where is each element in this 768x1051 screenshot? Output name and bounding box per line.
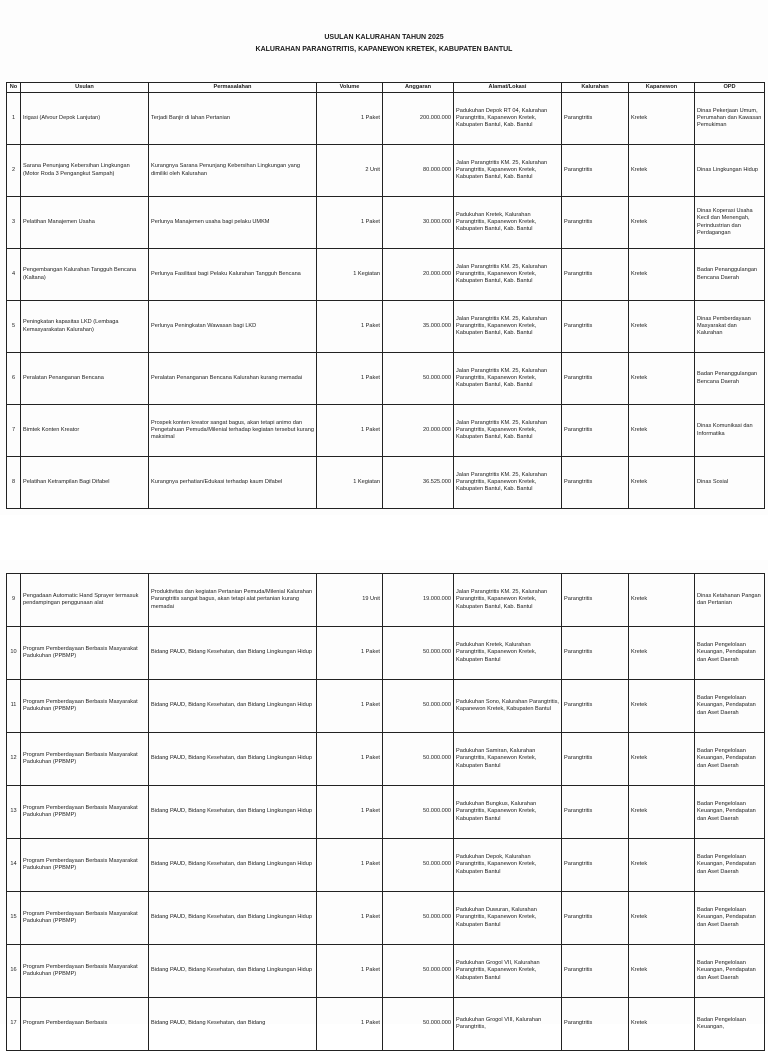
cell-alamat: Jalan Parangtritis KM. 25, Kalurahan Parangtritis, Kapanewon Kretek, Kabupaten Bantul, Kab. Bantul [454, 405, 562, 457]
cell-permasalahan: Perlunya Peningkatan Wawasan bagi LKD [149, 301, 317, 353]
cell-kapanewon: Kretek [629, 733, 695, 786]
cell-kapanewon: Kretek [629, 627, 695, 680]
header-kapanewon: Kapanewon [629, 83, 695, 93]
cell-volume: 1 Paket [317, 197, 383, 249]
table-row [7, 405, 765, 457]
cell-kalurahan: Parangtritis [562, 249, 629, 301]
cell-volume: 1 Paket [317, 627, 383, 680]
cell-usulan: Program Pemberdayaan Berbasis Masyarakat Padukuhan (PPBMP) [21, 786, 149, 839]
cell-kalurahan: Parangtritis [562, 353, 629, 405]
cell-permasalahan: Bidang PAUD, Bidang Kesehatan, dan Bidang Lingkungan Hidup [149, 892, 317, 945]
cell-anggaran: 80.000.000 [383, 145, 454, 197]
cell-permasalahan: Bidang PAUD, Bidang Kesehatan, dan Bidang Lingkungan Hidup [149, 786, 317, 839]
cell-usulan: Pengadaan Automatic Hand Sprayer termasuk pendampingan penggunaan alat [21, 574, 149, 627]
cell-permasalahan: Peralatan Penanganan Bencana Kalurahan kurang memadai [149, 353, 317, 405]
cell-kapanewon: Kretek [629, 786, 695, 839]
cell-permasalahan: Produktivitas dan kegiatan Pertanian Pemuda/Milenial Kalurahan Parangtritis sangat bagus, akan tetapi alat pertanian kurang memadai [149, 574, 317, 627]
cell-opd: Badan Pengelolaan Keuangan, [695, 998, 765, 1051]
cell-anggaran: 30.000.000 [383, 197, 454, 249]
cell-alamat: Jalan Parangtritis KM. 25, Kalurahan Parangtritis, Kapanewon Kretek, Kabupaten Bantul, Kab. Bantul [454, 353, 562, 405]
cell-anggaran: 20.000.000 [383, 405, 454, 457]
cell-no: 8 [7, 457, 21, 509]
cell-kapanewon: Kretek [629, 892, 695, 945]
table-row [7, 353, 765, 405]
cell-volume: 1 Paket [317, 680, 383, 733]
cell-usulan: Pelatihan Manajemen Usaha [21, 197, 149, 249]
cell-kapanewon: Kretek [629, 945, 695, 998]
cell-kapanewon: Kretek [629, 301, 695, 353]
cell-usulan: Program Pemberdayaan Berbasis Masyarakat Padukuhan (PPBMP) [21, 945, 149, 998]
cell-opd: Badan Penanggulangan Bencana Daerah [695, 353, 765, 405]
table-row [7, 839, 765, 892]
cell-opd: Badan Pengelolaan Keuangan, Pendapatan dan Aset Daerah [695, 839, 765, 892]
cell-usulan: Program Pemberdayaan Berbasis [21, 998, 149, 1051]
cell-opd: Dinas Komunikasi dan Informatika [695, 405, 765, 457]
cell-usulan: Program Pemberdayaan Berbasis Masyarakat Padukuhan (PPBMP) [21, 839, 149, 892]
cell-no: 2 [7, 145, 21, 197]
cell-opd: Dinas Lingkungan Hidup [695, 145, 765, 197]
cell-kalurahan: Parangtritis [562, 197, 629, 249]
cell-kalurahan: Parangtritis [562, 680, 629, 733]
table-row [7, 145, 765, 197]
cell-usulan: Irigasi (Afvour Depok Lanjutan) [21, 93, 149, 145]
cell-kapanewon: Kretek [629, 998, 695, 1051]
table-row [7, 786, 765, 839]
cell-anggaran: 20.000.000 [383, 249, 454, 301]
cell-permasalahan: Bidang PAUD, Bidang Kesehatan, dan Bidang Lingkungan Hidup [149, 839, 317, 892]
header-kalurahan: Kalurahan [562, 83, 629, 93]
cell-no: 3 [7, 197, 21, 249]
cell-no: 9 [7, 574, 21, 627]
table-row [7, 998, 765, 1051]
cell-volume: 2 Unit [317, 145, 383, 197]
cell-kapanewon: Kretek [629, 680, 695, 733]
cell-opd: Dinas Koperasi Usaha Kecil dan Menengah, Perindustrian dan Perdagangan [695, 197, 765, 249]
cell-volume: 1 Paket [317, 405, 383, 457]
cell-anggaran: 35.000.000 [383, 301, 454, 353]
cell-no: 5 [7, 301, 21, 353]
cell-permasalahan: Bidang PAUD, Bidang Kesehatan, dan Bidang Lingkungan Hidup [149, 680, 317, 733]
cell-opd: Badan Pengelolaan Keuangan, Pendapatan dan Aset Daerah [695, 733, 765, 786]
cell-opd: Badan Pengelolaan Keuangan, Pendapatan dan Aset Daerah [695, 627, 765, 680]
cell-anggaran: 50.000.000 [383, 627, 454, 680]
cell-permasalahan: Prospek konten kreator sangat bagus, akan tetapi animo dan Pengetahuan Pemuda/Milenial terhadap kegiatan tersebut kurang maksimal [149, 405, 317, 457]
cell-volume: 1 Kegiatan [317, 249, 383, 301]
header-volume: Volume [317, 83, 383, 93]
cell-volume: 1 Kegiatan [317, 457, 383, 509]
cell-permasalahan: Perlunya Manajemen usaha bagi pelaku UMKM [149, 197, 317, 249]
cell-volume: 1 Paket [317, 353, 383, 405]
cell-usulan: Pengembangan Kalurahan Tangguh Bencana (Kaltana) [21, 249, 149, 301]
cell-alamat: Padukuhan Grogol VIII, Kalurahan Parangtritis, [454, 998, 562, 1051]
cell-anggaran: 50.000.000 [383, 680, 454, 733]
cell-permasalahan: Bidang PAUD, Bidang Kesehatan, dan Bidang Lingkungan Hidup [149, 945, 317, 998]
cell-volume: 1 Paket [317, 301, 383, 353]
cell-usulan: Program Pemberdayaan Berbasis Masyarakat Padukuhan (PPBMP) [21, 680, 149, 733]
header-usulan: Usulan [21, 83, 149, 93]
cell-kapanewon: Kretek [629, 93, 695, 145]
cell-usulan: Program Pemberdayaan Berbasis Masyarakat Padukuhan (PPBMP) [21, 627, 149, 680]
cell-no: 16 [7, 945, 21, 998]
header-opd: OPD [695, 83, 765, 93]
cell-opd: Badan Pengelolaan Keuangan, Pendapatan dan Aset Daerah [695, 786, 765, 839]
cell-usulan: Program Pemberdayaan Berbasis Masyarakat Padukuhan (PPBMP) [21, 892, 149, 945]
table-header-row [7, 83, 765, 93]
cell-no: 14 [7, 839, 21, 892]
cell-alamat: Padukuhan Kretek, Kalurahan Parangtritis, Kapanewon Kretek, Kabupaten Bantul [454, 627, 562, 680]
header-permasalahan: Permasalahan [149, 83, 317, 93]
cell-permasalahan: Terjadi Banjir di lahan Pertanian [149, 93, 317, 145]
cell-no: 6 [7, 353, 21, 405]
cell-anggaran: 50.000.000 [383, 998, 454, 1051]
cell-anggaran: 50.000.000 [383, 945, 454, 998]
table-row [7, 457, 765, 509]
cell-alamat: Padukuhan Grogol VII, Kalurahan Parangtritis, Kapanewon Kretek, Kabupaten Bantul [454, 945, 562, 998]
page-gap [0, 515, 768, 560]
cell-no: 7 [7, 405, 21, 457]
cell-volume: 1 Paket [317, 945, 383, 998]
cell-kalurahan: Parangtritis [562, 574, 629, 627]
cell-alamat: Jalan Parangtritis KM. 25, Kalurahan Parangtritis, Kapanewon Kretek, Kabupaten Bantul, Kab. Bantul [454, 574, 562, 627]
cell-alamat: Padukuhan Samiran, Kalurahan Parangtritis, Kapanewon Kretek, Kabupaten Bantul [454, 733, 562, 786]
cell-volume: 1 Paket [317, 839, 383, 892]
cell-kalurahan: Parangtritis [562, 457, 629, 509]
table-body-page-2 [7, 574, 765, 1051]
cell-no: 4 [7, 249, 21, 301]
document-title: USULAN KALURAHAN TAHUN 2025 [324, 34, 444, 41]
cell-usulan: Peningkatan kapasitas LKD (Lembaga Kemasyarakatan Kalurahan) [21, 301, 149, 353]
cell-kalurahan: Parangtritis [562, 786, 629, 839]
cell-anggaran: 50.000.000 [383, 839, 454, 892]
table-row [7, 197, 765, 249]
cell-usulan: Bimtek Konten Kreator [21, 405, 149, 457]
cell-no: 10 [7, 627, 21, 680]
cell-kapanewon: Kretek [629, 145, 695, 197]
cell-kalurahan: Parangtritis [562, 301, 629, 353]
cell-opd: Badan Pengelolaan Keuangan, Pendapatan dan Aset Daerah [695, 945, 765, 998]
cell-alamat: Jalan Parangtritis KM. 25, Kalurahan Parangtritis, Kapanewon Kretek, Kabupaten Bantul, Kab. Bantul [454, 301, 562, 353]
cell-usulan: Peralatan Penanganan Bencana [21, 353, 149, 405]
cell-usulan: Program Pemberdayaan Berbasis Masyarakat Padukuhan (PPBMP) [21, 733, 149, 786]
table-row [7, 945, 765, 998]
cell-volume: 1 Paket [317, 733, 383, 786]
cell-no: 1 [7, 93, 21, 145]
cell-kapanewon: Kretek [629, 353, 695, 405]
table-row [7, 301, 765, 353]
table-row [7, 733, 765, 786]
cell-kapanewon: Kretek [629, 839, 695, 892]
cell-volume: 1 Paket [317, 786, 383, 839]
cell-alamat: Padukuhan Duwuran, Kalurahan Parangtritis, Kapanewon Kretek, Kabupaten Bantul [454, 892, 562, 945]
cell-alamat: Padukuhan Bungkus, Kalurahan Parangtritis, Kapanewon Kretek, Kabupaten Bantul [454, 786, 562, 839]
cell-alamat: Padukuhan Sono, Kalurahan Parangtritis, Kapanewon Kretek, Kabupaten Bantul [454, 680, 562, 733]
cell-kapanewon: Kretek [629, 574, 695, 627]
cell-kapanewon: Kretek [629, 457, 695, 509]
cell-opd: Dinas Pemberdayaan Masyarakat dan Kalurahan [695, 301, 765, 353]
cell-no: 17 [7, 998, 21, 1051]
cell-opd: Dinas Sosial [695, 457, 765, 509]
cell-permasalahan: Bidang PAUD, Bidang Kesehatan, dan Bidang Lingkungan Hidup [149, 627, 317, 680]
table-row [7, 627, 765, 680]
cell-anggaran: 50.000.000 [383, 892, 454, 945]
table-row [7, 574, 765, 627]
cell-usulan: Sarana Penunjang Kebersihan Lingkungan (Motor Roda 3 Pengangkut Sampah) [21, 145, 149, 197]
cell-anggaran: 19.000.000 [383, 574, 454, 627]
cell-volume: 19 Unit [317, 574, 383, 627]
header-no: No [7, 83, 21, 93]
cell-permasalahan: Bidang PAUD, Bidang Kesehatan, dan Bidang [149, 998, 317, 1051]
cell-opd: Badan Pengelolaan Keuangan, Pendapatan dan Aset Daerah [695, 680, 765, 733]
proposal-table-page-1 [6, 82, 765, 509]
cell-no: 12 [7, 733, 21, 786]
header-anggaran: Anggaran [383, 83, 454, 93]
cell-kalurahan: Parangtritis [562, 839, 629, 892]
cell-no: 11 [7, 680, 21, 733]
cell-alamat: Jalan Parangtritis KM. 25, Kalurahan Parangtritis, Kapanewon Kretek, Kabupaten Bantul, Kab. Bantul [454, 145, 562, 197]
cell-permasalahan: Kurangnya Sarana Penunjang Kebersihan Lingkungan yang dimiliki oleh Kalurahan [149, 145, 317, 197]
cell-usulan: Pelatihan Ketrampilan Bagi Difabel [21, 457, 149, 509]
cell-opd: Dinas Pekerjaan Umum, Perumahan dan Kawasan Pemukiman [695, 93, 765, 145]
table-row [7, 249, 765, 301]
proposal-table-page-2 [6, 573, 765, 1051]
cell-no: 15 [7, 892, 21, 945]
document-header [0, 33, 768, 55]
table-row [7, 680, 765, 733]
cell-permasalahan: Perlunya Fasilitasi bagi Pelaku Kalurahan Tangguh Bencana [149, 249, 317, 301]
cell-kalurahan: Parangtritis [562, 892, 629, 945]
cell-anggaran: 36.525.000 [383, 457, 454, 509]
cell-alamat: Padukuhan Kretek, Kalurahan Parangtritis, Kapanewon Kretek, Kabupaten Bantul, Kab. Bantul [454, 197, 562, 249]
cell-no: 13 [7, 786, 21, 839]
cell-kapanewon: Kretek [629, 197, 695, 249]
cell-volume: 1 Paket [317, 998, 383, 1051]
cell-kalurahan: Parangtritis [562, 998, 629, 1051]
cell-kalurahan: Parangtritis [562, 733, 629, 786]
cell-kalurahan: Parangtritis [562, 945, 629, 998]
cell-anggaran: 50.000.000 [383, 786, 454, 839]
cell-kapanewon: Kretek [629, 405, 695, 457]
cell-alamat: Padukuhan Depok, Kalurahan Parangtritis, Kapanewon Kretek, Kabupaten Bantul [454, 839, 562, 892]
document-subtitle: KALURAHAN PARANGTRITIS, KAPANEWON KRETEK, KABUPATEN BANTUL [255, 46, 513, 53]
cell-kalurahan: Parangtritis [562, 93, 629, 145]
cell-permasalahan: Bidang PAUD, Bidang Kesehatan, dan Bidang Lingkungan Hidup [149, 733, 317, 786]
cell-anggaran: 50.000.000 [383, 733, 454, 786]
cell-kapanewon: Kretek [629, 249, 695, 301]
cell-alamat: Padukuhan Depok RT 04, Kalurahan Parangtritis, Kapanewon Kretek, Kabupaten Bantul, Kab. Bantul [454, 93, 562, 145]
cell-kalurahan: Parangtritis [562, 405, 629, 457]
cell-anggaran: 200.000.000 [383, 93, 454, 145]
cell-kalurahan: Parangtritis [562, 627, 629, 680]
cell-volume: 1 Paket [317, 93, 383, 145]
table-row [7, 892, 765, 945]
cell-anggaran: 50.000.000 [383, 353, 454, 405]
table-row [7, 93, 765, 145]
cell-permasalahan: Kurangnya perhatian/Edukasi terhadap kaum Difabel [149, 457, 317, 509]
cell-opd: Badan Pengelolaan Keuangan, Pendapatan dan Aset Daerah [695, 892, 765, 945]
cell-alamat: Jalan Parangtritis KM. 25, Kalurahan Parangtritis, Kapanewon Kretek, Kabupaten Bantul, Kab. Bantul [454, 249, 562, 301]
cell-kalurahan: Parangtritis [562, 145, 629, 197]
cell-alamat: Jalan Parangtritis KM. 25, Kalurahan Parangtritis, Kapanewon Kretek, Kabupaten Bantul, Kab. Bantul [454, 457, 562, 509]
cell-volume: 1 Paket [317, 892, 383, 945]
cell-opd: Badan Penanggulangan Bencana Daerah [695, 249, 765, 301]
table-body-page-1 [7, 93, 765, 509]
cell-opd: Dinas Ketahanan Pangan dan Pertanian [695, 574, 765, 627]
header-alamat: Alamat/Lokasi [454, 83, 562, 93]
